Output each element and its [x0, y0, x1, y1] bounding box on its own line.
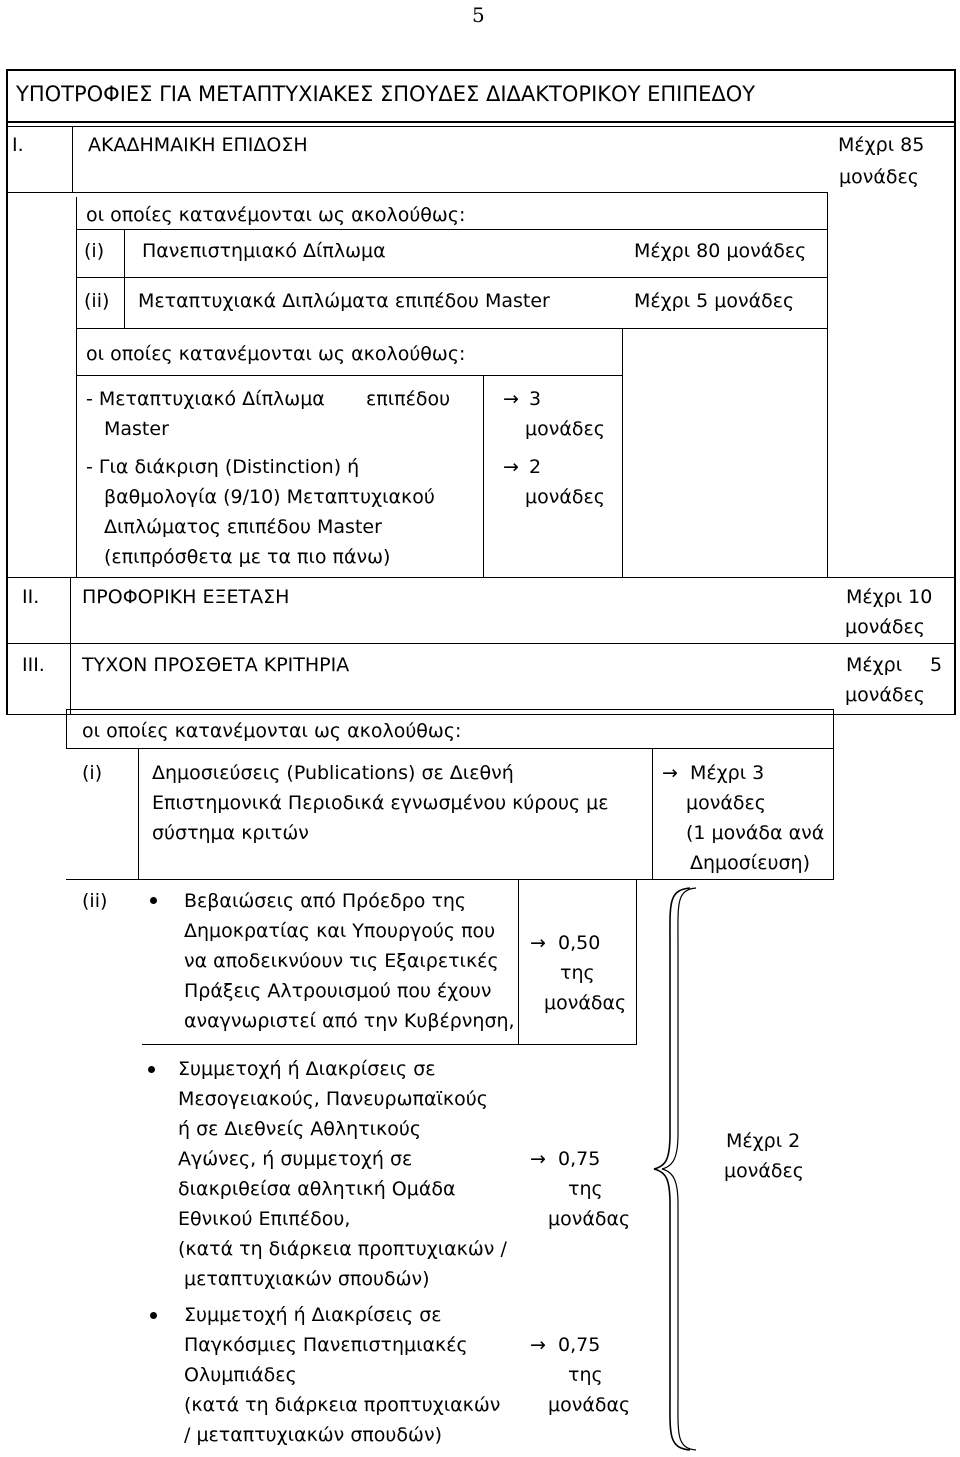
section-1-num-col — [72, 127, 73, 193]
section-3-top-border — [6, 643, 956, 644]
section-3-item-ii-max1: Μέχρι 2 — [726, 1130, 801, 1152]
section-1-inner-top — [76, 229, 827, 230]
section-1-sub1-text-b: επιπέδου — [366, 388, 451, 410]
section-2-max-line1: Μέχρι 10 — [846, 586, 933, 608]
section-3-item-i-border — [66, 879, 834, 880]
table-border-top — [6, 69, 956, 71]
section-1-item-i-border — [76, 277, 827, 278]
b2-line8: μεταπτυχιακών σπουδών) — [184, 1268, 430, 1290]
section-1-sub1-points: 3 — [529, 388, 542, 410]
table-border-right — [954, 69, 956, 715]
section-1-sub2-arrow-icon: → — [503, 456, 519, 478]
section-1-item-i-label: Πανεπιστημιακό Δίπλωμα — [142, 240, 386, 262]
b3-line1: Συμμετοχή ή Διακρίσεις σε — [184, 1304, 442, 1326]
section-3-num-col — [70, 643, 71, 715]
section-3-max-b: 5 — [930, 654, 943, 676]
b2-of: της — [568, 1178, 603, 1200]
b1-box-top — [518, 879, 519, 1045]
section-3-distribution-border — [66, 748, 834, 749]
b2-points: 0,75 — [558, 1148, 601, 1170]
section-3-item-num-col — [138, 748, 139, 880]
section-2-number: II. — [22, 586, 40, 608]
b2-arrow-icon: → — [530, 1148, 546, 1170]
section-1-item-num-col — [124, 229, 125, 329]
section-1-sub2-line2: βαθμολογία (9/10) Μεταπτυχιακού — [104, 486, 435, 508]
section-1-max-line2: μονάδες — [839, 166, 919, 188]
section-1-sub2-points: 2 — [529, 456, 542, 478]
b3-points: 0,75 — [558, 1334, 601, 1356]
section-1-sub-max-col — [622, 328, 623, 577]
b1-line2: Δημοκρατίας και Υπουργούς που — [184, 920, 496, 942]
section-1-max-line1: Μέχρι 85 — [838, 134, 925, 156]
section-1-item-i-max: Μέχρι 80 μονάδες — [634, 240, 807, 262]
b1-of: της — [560, 962, 595, 984]
section-3-inner-top — [66, 709, 834, 710]
b3-line4: (κατά τη διάρκεια προπτυχιακών — [184, 1394, 501, 1416]
section-3-item-i-max2: μονάδες — [686, 792, 766, 814]
page-title: ΥΠΟΤΡΟΦΙΕΣ ΓΙΑ ΜΕΤΑΠΤΥΧΙΑΚΕΣ ΣΠΟΥΔΕΣ ΔΙΔΑΚΤΟΡΙΚΟΥ ΕΠΙΠΕΔΟΥ — [16, 82, 756, 106]
section-3-number: III. — [22, 654, 45, 676]
b2-line7: (κατά τη διάρκεια προπτυχιακών / — [178, 1238, 507, 1260]
section-1-sub-arrow-col — [483, 375, 484, 577]
section-1-item-ii-border — [76, 328, 827, 329]
section-1-item-i-number: (i) — [84, 240, 105, 262]
b1-line5: αναγνωριστεί από την Κυβέρνηση, — [184, 1010, 515, 1032]
b3-line5: / μεταπτυχιακών σπουδών) — [184, 1424, 442, 1446]
section-1-sub1-text-c: Master — [104, 418, 169, 440]
section-3-inner-left — [66, 709, 67, 749]
section-1-sub1-arrow-icon: → — [503, 388, 519, 410]
section-3-title: ΤΥΧΟΝ ΠΡΟΣΘΕΤΑ ΚΡΙΤΗΡΙΑ — [82, 654, 350, 676]
b2-unit: μονάδας — [548, 1208, 631, 1230]
section-3-item-i-line3: σύστημα κριτών — [152, 822, 309, 844]
section-1-header-border — [6, 192, 828, 193]
b1-line1: Βεβαιώσεις από Πρόεδρο της — [184, 890, 467, 912]
b3-arrow-icon: → — [530, 1334, 546, 1356]
b2-line3: ή σε Διεθνείς Αθλητικούς — [178, 1118, 422, 1140]
b1-points: 0,50 — [558, 932, 601, 954]
section-3-max-a: Μέχρι — [846, 654, 903, 676]
b3-line2: Παγκόσμιες Πανεπιστημιακές — [184, 1334, 468, 1356]
section-3-item-right — [833, 748, 834, 880]
section-3-item-ii-max2: μονάδες — [724, 1160, 804, 1182]
section-3-item-i-max4: Δημοσίευση) — [690, 852, 810, 874]
b2-line4: Αγώνες, ή συμμετοχή σε — [178, 1148, 413, 1170]
section-1-item-ii-max: Μέχρι 5 μονάδες — [634, 290, 795, 312]
b3-of: της — [568, 1364, 603, 1386]
section-1-sub1-text-a: - Μεταπτυχιακό Δίπλωμα — [86, 388, 325, 410]
b1-unit: μονάδας — [544, 992, 627, 1014]
b1-line3: να αποδεικνύουν τις Εξαιρετικές — [184, 950, 499, 972]
b1-line4: Πράξεις Αλτρουισμού που έχουν — [184, 980, 492, 1002]
b2-line6: Εθνικού Επιπέδου, — [178, 1208, 351, 1230]
section-1-inner-left — [76, 197, 77, 577]
section-3-item-i-number: (i) — [82, 762, 103, 784]
bullet-3-icon — [150, 1312, 157, 1319]
section-1-sub2-line3: Διπλώματος επιπέδου Master — [104, 516, 382, 538]
section-1-max-col — [827, 192, 828, 577]
section-3-item-i-line2: Επιστημονικά Περιοδικά εγνωσμένου κύρους με — [152, 792, 609, 814]
section-3-item-i-line1: Δημοσιεύσεις (Publications) σε Διεθνή — [152, 762, 514, 784]
section-2-num-col — [70, 577, 71, 643]
b2-line2: Μεσογειακούς, Πανευρωπαϊκούς — [178, 1088, 488, 1110]
page-number: 5 — [472, 3, 485, 27]
b1-box-bottom — [142, 1044, 637, 1045]
section-1-item-ii-number: (ii) — [84, 290, 110, 312]
title-row-border — [6, 121, 956, 123]
section-1-sub1-unit: μονάδες — [525, 418, 605, 440]
b2-line1: Συμμετοχή ή Διακρίσεις σε — [178, 1058, 436, 1080]
section-1-sub2-unit: μονάδες — [525, 486, 605, 508]
section-1-item-ii-label: Μεταπτυχιακά Διπλώματα επιπέδου Master — [138, 290, 550, 312]
b3-unit: μονάδας — [548, 1394, 631, 1416]
section-2-max-line2: μονάδες — [845, 616, 925, 638]
title-row-border-2 — [6, 126, 956, 127]
bullet-1-icon — [150, 897, 157, 904]
b2-line5: διακριθείσα αθλητική Ομάδα — [178, 1178, 456, 1200]
section-1-distribution: οι οποίες κατανέμονται ως ακολούθως: — [86, 204, 466, 226]
table-border-left — [6, 69, 8, 715]
section-1-distribution-2: οι οποίες κατανέμονται ως ακολούθως: — [86, 343, 466, 365]
section-3-item-max-col — [652, 748, 653, 880]
section-3-max-line2: μονάδες — [845, 684, 925, 706]
section-1-sub2-line4: (επιπρόσθετα με τα πιο πάνω) — [104, 546, 391, 568]
section-3-item-i-max3: (1 μονάδα ανά — [686, 822, 825, 844]
bullet-2-icon — [148, 1066, 155, 1073]
curly-brace-icon — [648, 884, 708, 1454]
section-3-distribution: οι οποίες κατανέμονται ως ακολούθως: — [82, 720, 462, 742]
section-1-number: I. — [12, 134, 24, 156]
section-2-title: ΠΡΟΦΟΡΙΚΗ ΕΞΕΤΑΣΗ — [82, 586, 290, 608]
b1-arrow-icon: → — [530, 932, 546, 954]
section-2-top-border — [6, 577, 956, 578]
section-3-item-i-arrow-icon: → — [662, 762, 678, 784]
section-3-header-border — [6, 714, 956, 715]
b3-line3: Ολυμπιάδες — [184, 1364, 297, 1386]
section-3-inner-right — [833, 709, 834, 749]
section-3-item-i-max1: Μέχρι 3 — [690, 762, 765, 784]
section-3-item-ii-number: (ii) — [82, 890, 108, 912]
b1-box-right — [636, 879, 637, 1045]
section-1-title: ΑΚΑΔΗΜΑΙΚΗ ΕΠΙΔΟΣΗ — [88, 134, 308, 156]
section-1-distribution-2-border — [76, 375, 623, 376]
section-1-sub2-line1: - Για διάκριση (Distinction) ή — [86, 456, 360, 478]
